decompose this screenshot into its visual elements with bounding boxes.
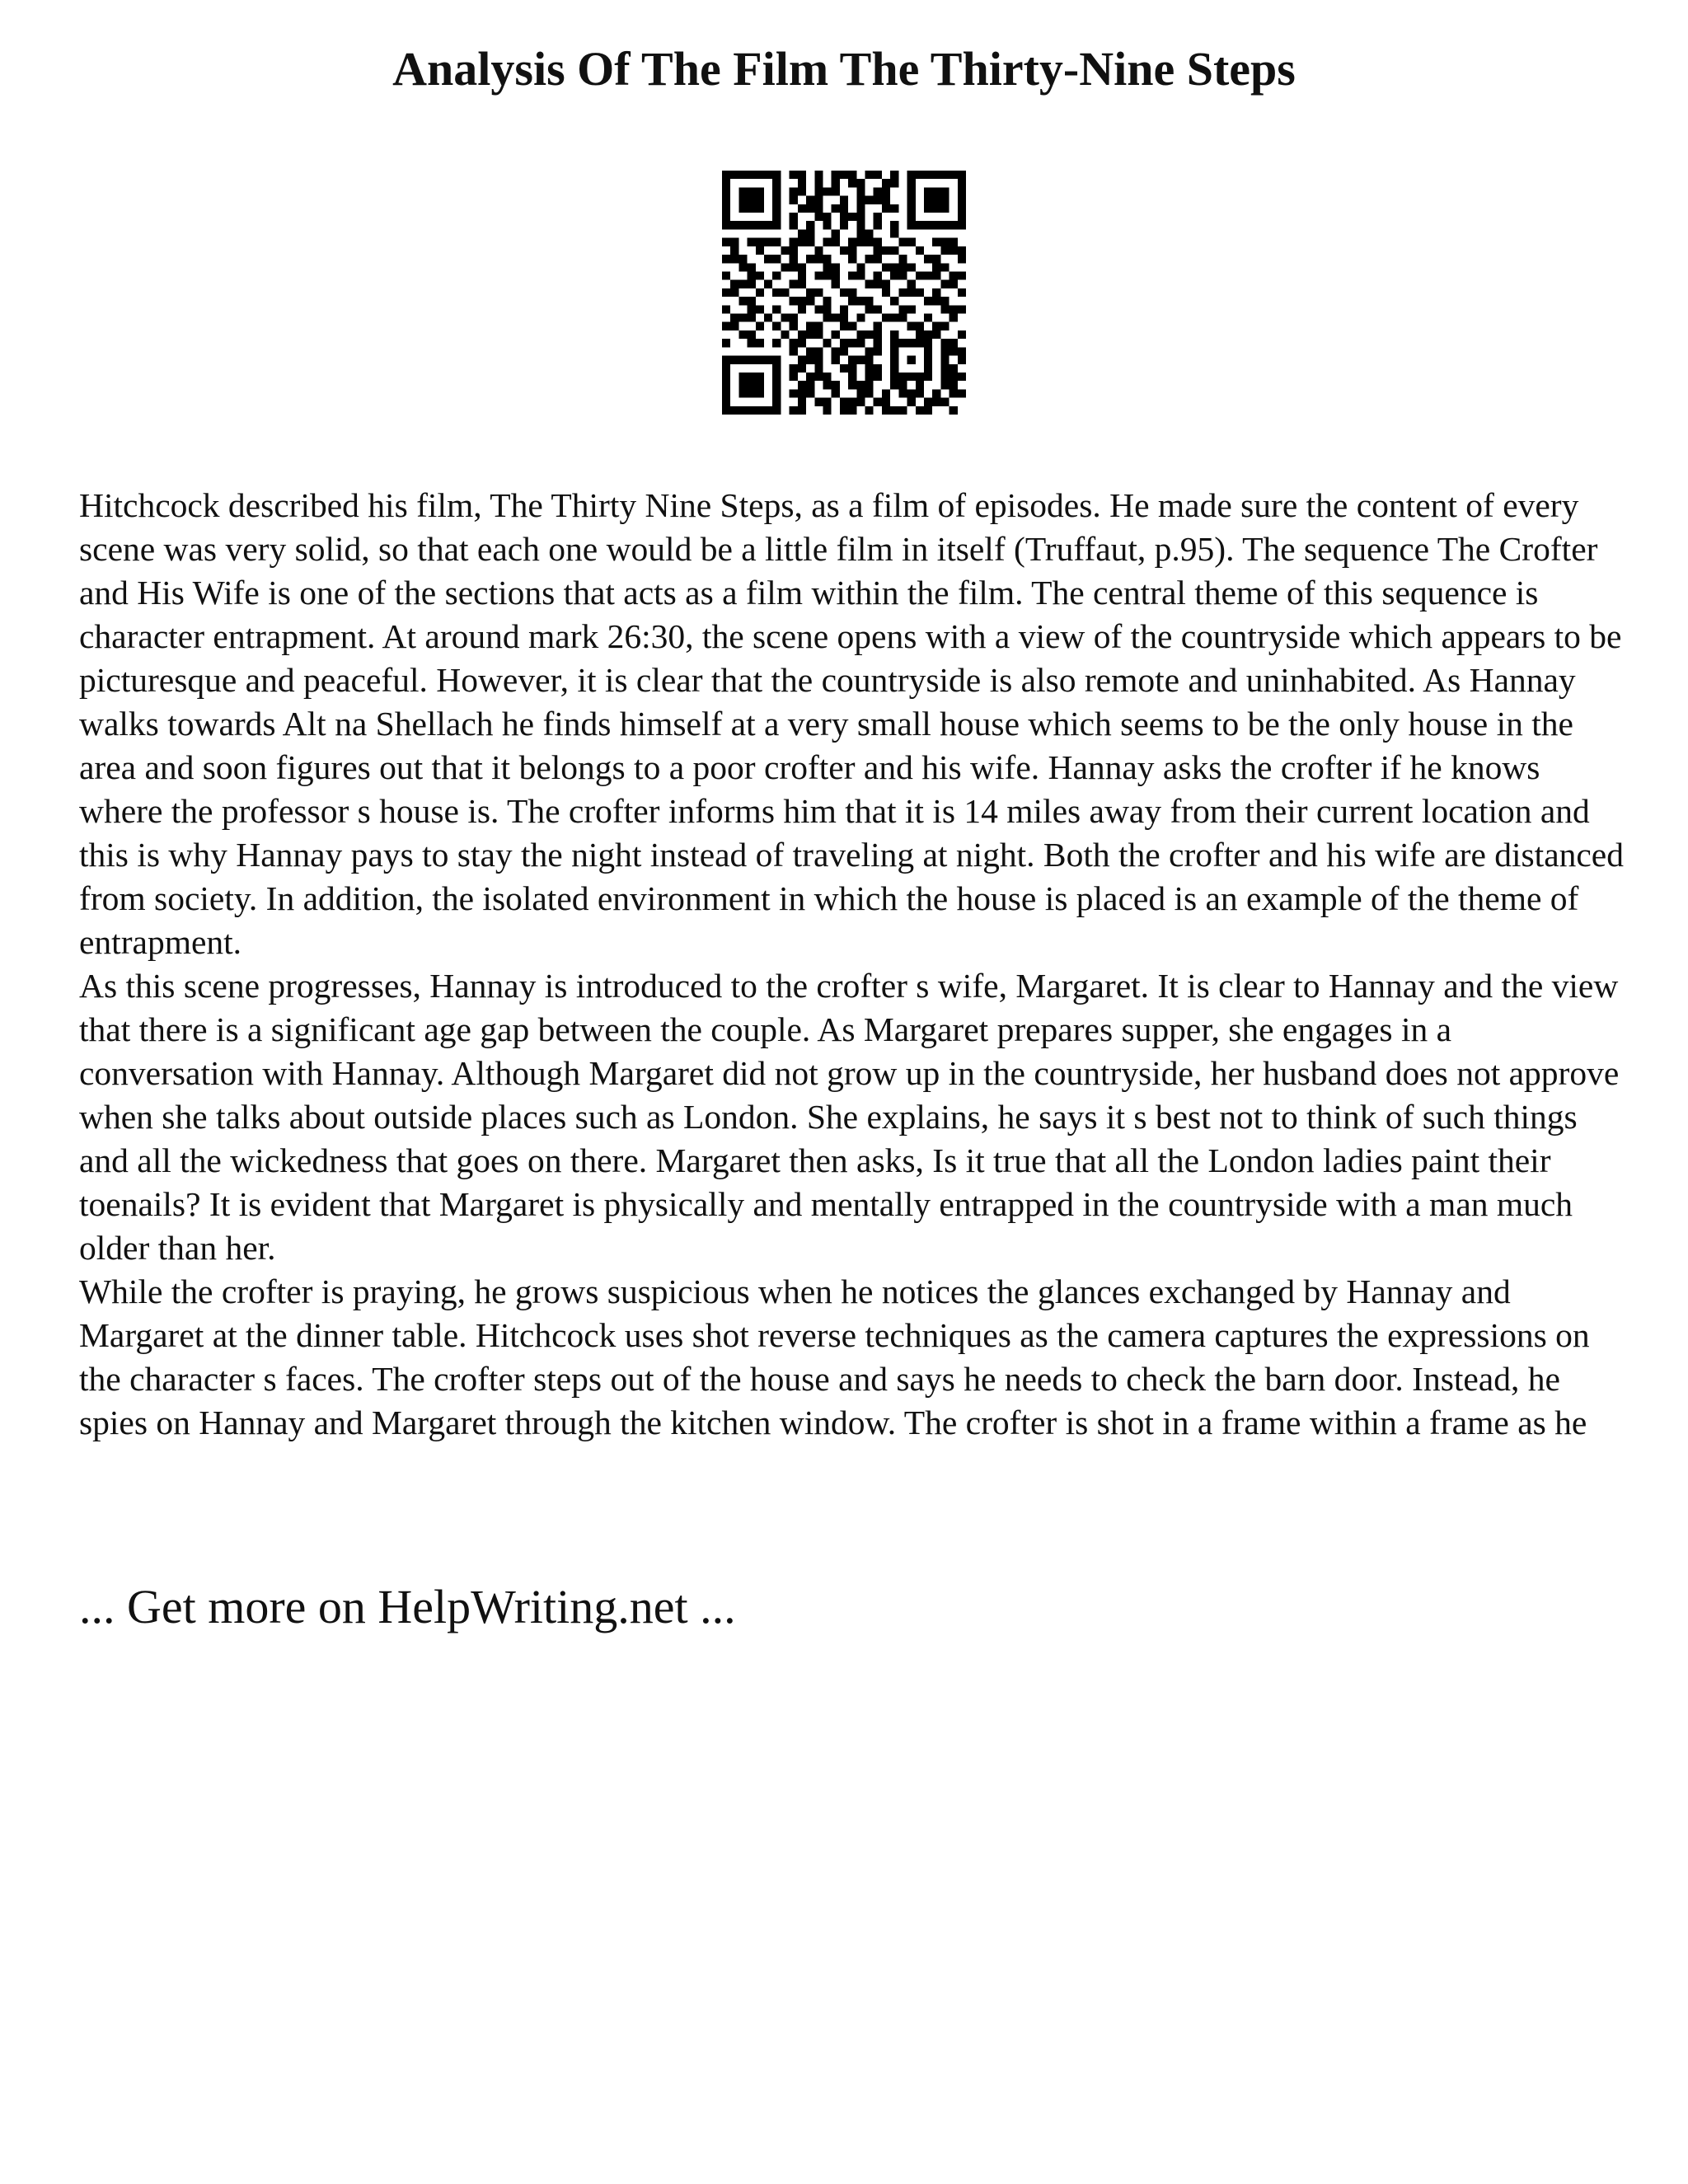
body-paragraph: Hitchcock described his film, The Thirty Nine Steps, as a film of episodes. He made sure the content of every scene was very solid, so that each one would be a little film in itself (Truffaut, p.95). The sequence The Crofter and His Wife is one of the sections that acts as a film within the film. The central theme of this sequence is character entrapment. At around mark 26:30, the scene opens with a view of the countryside which appears to be picturesque and peaceful. However, it is clear that the countryside is also remote and uninhabited. As Hannay walks towards Alt na Shellach he finds himself at a very small house which seems to be the only house in the area and soon figures out that it belongs to a poor crofter and his wife. Hannay asks the crofter if he knows where the professor s house is. The crofter informs him that it is 14 miles away from their current location and this is why Hannay pays to stay the night instead of traveling at night. Both the crofter and his wife are distanced from society. In addition, the isolated environment in which the house is placed is an example of the theme of entrapment. bbox=[79, 486, 1624, 961]
get-more-link[interactable]: ... Get more on HelpWriting.net ... bbox=[79, 1580, 736, 1633]
body-paragraph: As this scene progresses, Hannay is introduced to the crofter s wife, Margaret. It is clear to Hannay and the view that there is a significant age gap between the couple. As Margaret prepares supper, she engages in a conversation with Hannay. Although Margaret did not grow up in the countryside, her husband does not approve when she talks about outside places such as London. She explains, he says it s best not to think of such things and all the wickedness that goes on there. Margaret then asks, Is it true that all the London ladies paint their toenails? It is evident that Margaret is physically and mentally entrapped in the countryside with a man much older than her. bbox=[79, 967, 1620, 1267]
body-paragraph: While the crofter is praying, he grows suspicious when he notices the glances exchanged by Hannay and Margaret at the dinner table. Hitchcock uses shot reverse techniques as the camera captures the expressions on the character s faces. The crofter steps out of the house and says he needs to check the barn door. Instead, he spies on Hannay and Margaret through the kitchen window. The crofter is shot in a frame within a frame as he bbox=[79, 1272, 1590, 1441]
document-title: Analysis Of The Film The Thirty-Nine Steps bbox=[392, 42, 1296, 96]
qr-code-icon[interactable] bbox=[722, 171, 966, 415]
document-body bbox=[79, 484, 1629, 1445]
